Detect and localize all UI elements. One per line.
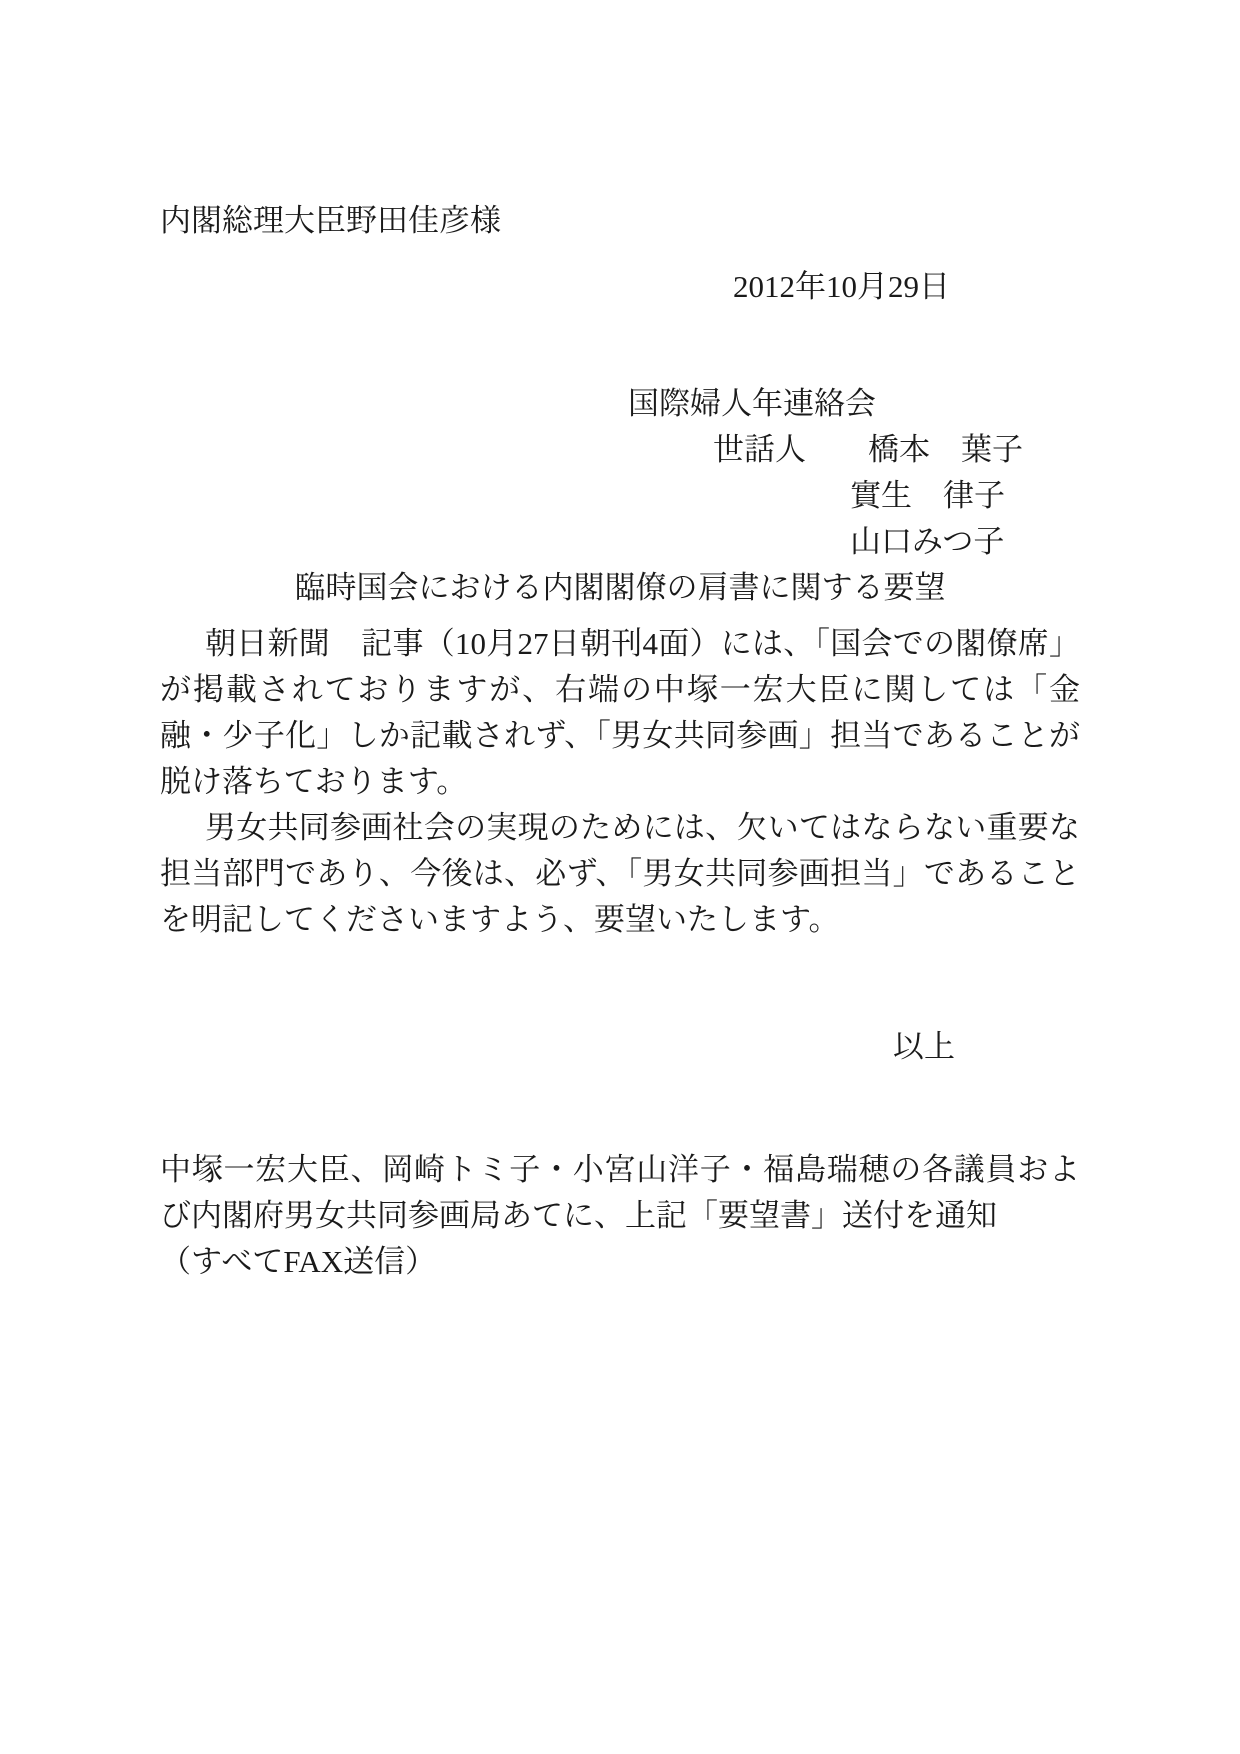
sender-block [160,381,1080,565]
recipient-name: 内閣総理大臣野田佳彦様 [160,203,501,238]
notes-block [160,1147,1080,1285]
closing-word: 以上 [893,1029,955,1064]
note-notify: 中塚一宏大臣、岡崎トミ子・小宮山洋子・福島瑞穂の各議員および内閣府男女共同参画局あてに、上記「要望書」送付を通知 [160,1152,1080,1233]
body-paragraph: 男女共同参画社会の実現のためには、欠いてはならない重要な担当部門であり、今後は、必ず、「男女共同参画担当」であることを明記してくださいますよう、要望いたします。 [160,810,1080,937]
sender-role-label: 世話人 [713,432,806,467]
body-paragraph: 朝日新聞 記事（10月27日朝刊4面）には、「国会での閣僚席」が掲載されておりますが、右端の中塚一宏大臣に関しては「金融・少子化」しか記載されず、「男女共同参画」担当であることが脱け落ちております。 [160,626,1080,799]
document-title: 臨時国会における内閣閣僚の肩書に関する要望 [294,570,946,605]
sender-role-line [713,427,1080,473]
sender-representative: 實生 律子 [850,478,1005,513]
sender-representative: 橋本 葉子 [868,432,1023,467]
note-method: （すべてFAX送信） [160,1244,437,1279]
sender-representative: 山口みつ子 [850,524,1005,559]
letter-date: 2012年10月29日 [733,269,950,304]
sender-organization: 国際婦人年連絡会 [628,386,876,421]
